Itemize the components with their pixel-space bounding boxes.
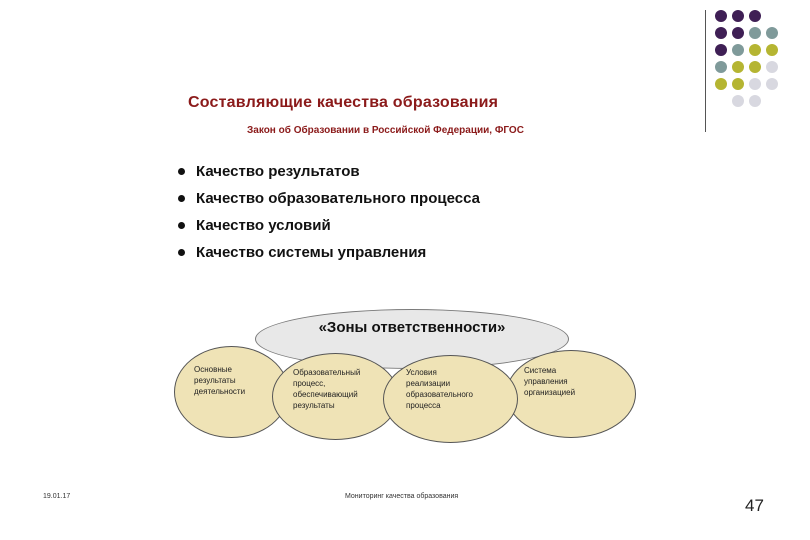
decorative-dot <box>732 61 744 73</box>
bullet-item <box>178 185 480 212</box>
decorative-dot <box>749 95 761 107</box>
decorative-dot <box>732 44 744 56</box>
zone-circle-management <box>506 350 636 438</box>
bullet-item <box>178 212 480 239</box>
zone-circle-label: Условия реализации образовательного процесса <box>406 368 473 410</box>
decorative-dot-grid <box>715 10 785 120</box>
bullet-dot-icon <box>178 168 185 175</box>
decorative-dot <box>766 27 778 39</box>
zone-circle-process <box>272 353 399 440</box>
zone-circle-label: Образовательный процесс, обеспечивающий результаты <box>293 368 361 410</box>
bullet-dot-icon <box>178 222 185 229</box>
slide-title: Составляющие качества образования <box>188 94 499 111</box>
slide-subtitle: Закон об Образовании в Российской Федерации, ФГОС <box>247 125 524 136</box>
zone-circle-conditions <box>383 355 518 443</box>
decorative-vertical-line <box>705 10 706 132</box>
decorative-dot <box>732 95 744 107</box>
decorative-dot <box>715 27 727 39</box>
bullet-dot-icon <box>178 195 185 202</box>
decorative-dot <box>766 44 778 56</box>
decorative-dot <box>749 27 761 39</box>
bullet-item <box>178 239 480 266</box>
bullet-text: Качество образовательного процесса <box>196 190 480 207</box>
bullet-list <box>178 158 480 266</box>
decorative-dot <box>749 78 761 90</box>
bullet-dot-icon <box>178 249 185 256</box>
footer-center-text: Мониторинг качества образования <box>345 493 459 500</box>
bullet-text: Качество системы управления <box>196 244 427 261</box>
decorative-dot <box>749 10 761 22</box>
bullet-text: Качество условий <box>196 217 331 234</box>
bullet-text: Качество результатов <box>196 163 360 180</box>
footer-date: 19.01.17 <box>43 493 71 500</box>
decorative-dot <box>732 78 744 90</box>
responsibility-zones-label: «Зоны ответственности» <box>318 319 506 336</box>
decorative-dot <box>715 61 727 73</box>
decorative-dot <box>766 78 778 90</box>
page-number: 47 <box>745 496 764 515</box>
decorative-dot <box>732 10 744 22</box>
zone-circle-label: Основные результаты деятельности <box>194 365 246 396</box>
decorative-dot <box>749 61 761 73</box>
decorative-dot <box>715 44 727 56</box>
decorative-dot <box>715 10 727 22</box>
bullet-item <box>178 158 480 185</box>
decorative-dot <box>766 61 778 73</box>
zone-circle-label: Система управления организацией <box>524 366 576 397</box>
decorative-dot <box>715 78 727 90</box>
decorative-dot <box>732 27 744 39</box>
decorative-dot <box>749 44 761 56</box>
